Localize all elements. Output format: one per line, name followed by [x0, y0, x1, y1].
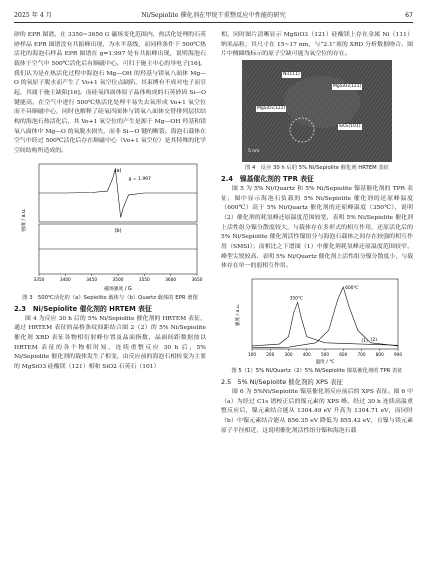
figure-4-caption: 图 4 反应 30 h 后的 5% Ni/Sepiolite 催化剂 HRTEM 表征 [245, 164, 389, 171]
x-tick-label: 3550 [138, 277, 150, 283]
right-column [221, 31, 413, 436]
peak-label: 350℃ [289, 296, 303, 302]
series-label: (1) [361, 338, 368, 344]
panel-label: (b) [114, 227, 122, 234]
x-tick-label: 900 [394, 351, 402, 357]
x-tick-label: 200 [266, 351, 275, 357]
header-date: 2025 年 4 月 [14, 12, 52, 19]
phase-label: SiO₂(101) [339, 123, 361, 129]
x-tick-label: 3600 [165, 277, 177, 283]
x-axis-label: 温度 / ℃ [315, 359, 335, 365]
series-line-a [39, 168, 197, 217]
y-axis-label: 强度 / a.u. [22, 207, 27, 232]
page-number: 67 [405, 12, 413, 19]
hrtem-image [242, 60, 392, 162]
x-tick-label: 100 [248, 351, 256, 357]
paragraph: 图 4 为反应 30 h 后的 5% Ni/Sepiolite 催化剂的 HRTEM 表征，通过 HRTEM 表征的晶格条纹间距结合图 2（2）的 5% Ni/Sepiolite 催化剂 XRD 表征各物相衍射峰位置及晶面指数，晶面间距数据按以 HRTEM 表征的各个物相时知，连续重整反应 30 h 后，5% Ni/Sepiolite 催化剂的载体发生了相变，由反应前的海泡石相转变为主要的 MgSiO3 硅酸镁（121）相和 SiO2 石英石（101） [14, 315, 206, 370]
section-heading: 2.5 5% Ni/Sepiolite 催化剂的 XPS 表征 [221, 377, 343, 386]
paragraph: 图 5 为 5% Ni/Quartz 和 5% Ni/Sepiolite 镍基催化剂的 TPR 表征，图中显示海泡石负载的 5% Ni/Sepiolite 催化剂的还原峰温度（600℃）高于 5% Ni/Quartz 催化剂的还原峰温度（350℃），说明（2）催化剂的耗氢峰还原温度范围较宽，表明 5% Ni/Sepiolite 催化剂上活性组分镍分散度较大，与载体存在多形式的相互作用，还原活化后的 5% Ni/Sepiolite 催化剂活性镍组分与海泡石载体之间存在较强的相互作用（SMSI）；而相比之下谱图（1）中催化剂耗氢峰还原温度范围较窄，峰型尖锐较高，表明 5% Ni/Quartz 催化剂上活性组分镍分散度小，与载体存在单一的弱相互作用。 [221, 185, 413, 270]
paragraph: 相，同时图片清晰显示 MgSiO3（121）硅酸镁上存在金属 Ni（111）纳米晶粒，其尺寸在 15~17 nm，与“2.1”项的 XRD 分析数据吻合。图片中侧圈线标示的原子空缺可能为氧空位的存在。 [221, 32, 413, 58]
figure-3-caption: 图 3 500℃活化的（a）Sepiolite 载体与（b）Quartz 载体的 EPR 谱图 [22, 294, 198, 301]
x-tick-label: 400 [302, 351, 311, 357]
paragraph: 图 6 为 5%Ni/Sepiolite 镍基催化剂反应前后的 XPS 表征。图 6 中（a）为经过 C1s 谱校正后的镍元素的 XPS 峰。经过 30 h 连续高温重整反应后，镍元素结合能从 1304.49 eV 升高为 1304.71 eV，而同时（b）中镍元素结合能从 856.35 eV 降低为 855.42 eV，且镍与镁元素原子半径相近，这说明催化剂活性组分镍和海泡石载 [221, 388, 413, 434]
running-header [14, 10, 413, 23]
figure-3 [17, 160, 203, 292]
phase-label: MgSiO₃(121) [257, 105, 286, 111]
tpr-chart [232, 275, 402, 365]
series-label: (2) [370, 337, 377, 343]
phase-label: Ni(111) [283, 71, 300, 77]
peak-label: 600℃ [345, 285, 359, 291]
figure-5 [232, 275, 402, 365]
paragraph: 砂的 EPR 图谱。在 3350~3650 G 磁场变化范围内，热活化处理的石英砂样品 EPR 图谱没有共振峰出现，为水平基线，而同样条件下 500℃热活化的海泡石样品 EPR 图谱在 g=1.997 处有共振峰出现，说明海泡石载体于空气中 500℃活化后有顺磁中心，可归于施主中心的导电子[16]。我们认为是在热活化过程中海泡石 Mg—OH 的羟基与镁氧八面体 Mg—O 的氧原子脱水而产生了 Vo+1 氧空位点缺陷，其束缚有不成对电子而引起，其属于施主缺陷[16]。而硅氧四面体原子晶体构成的石英砂因 Si—O 键能高，在空气中进行 500℃热活化处理不易失去氧形成 Vo+1 氧空位而不具顺磁中心，同时也解释了硅氧四面体与镁氧八面体交替排列层状结构的海泡石热活化后，其 Vo+1 氧空位的产生是源于 Mg—OH 羟基和镁氧八面体中 Mg—O 的氧脱水损失，而非 Si—O 键的断裂。海泡石载体在空气中经过 500℃活化后存在顺磁中心（Vo+1 氧空位）是其特殊的化学空间结构所造成的。 [14, 32, 206, 154]
panel-label: (a) [114, 167, 122, 174]
x-tick-label: 3650 [191, 277, 203, 283]
epr-chart [17, 160, 203, 292]
x-tick-label: 600 [339, 351, 348, 357]
x-tick-label: 3400 [59, 277, 71, 283]
section-heading: 2.3 Ni/Sepiolite 催化剂的 HRTEM 表征 [14, 304, 152, 313]
figure-5-caption: 图 5（1）5% Ni/Quartz（2）5% Ni/Sepiolite 镍基催化剂的 TPR 表征 [231, 367, 403, 374]
header-title: Ni/Sepiolite 催化剂在甲烷干重整反应中性能的研究 [141, 12, 286, 19]
left-column [14, 31, 206, 372]
section-heading: 2.4 镍基催化剂的 TPR 表征 [221, 174, 314, 183]
y-axis-label: 强度 / a.u. [236, 303, 241, 327]
phase-label: MgSiO₃(121) [333, 83, 362, 89]
x-tick-label: 500 [321, 351, 329, 357]
x-tick-label: 700 [357, 351, 366, 357]
g-annotation: g = 1.997 [128, 176, 151, 182]
x-tick-label: 3450 [86, 277, 98, 283]
x-tick-label: 800 [375, 351, 384, 357]
x-tick-label: 3500 [112, 277, 124, 283]
x-axis-label: 磁场强度 / G [104, 286, 132, 292]
x-tick-label: 300 [284, 351, 293, 357]
scale-bar: 5 nm [248, 149, 260, 155]
x-tick-label: 3350 [33, 277, 45, 283]
